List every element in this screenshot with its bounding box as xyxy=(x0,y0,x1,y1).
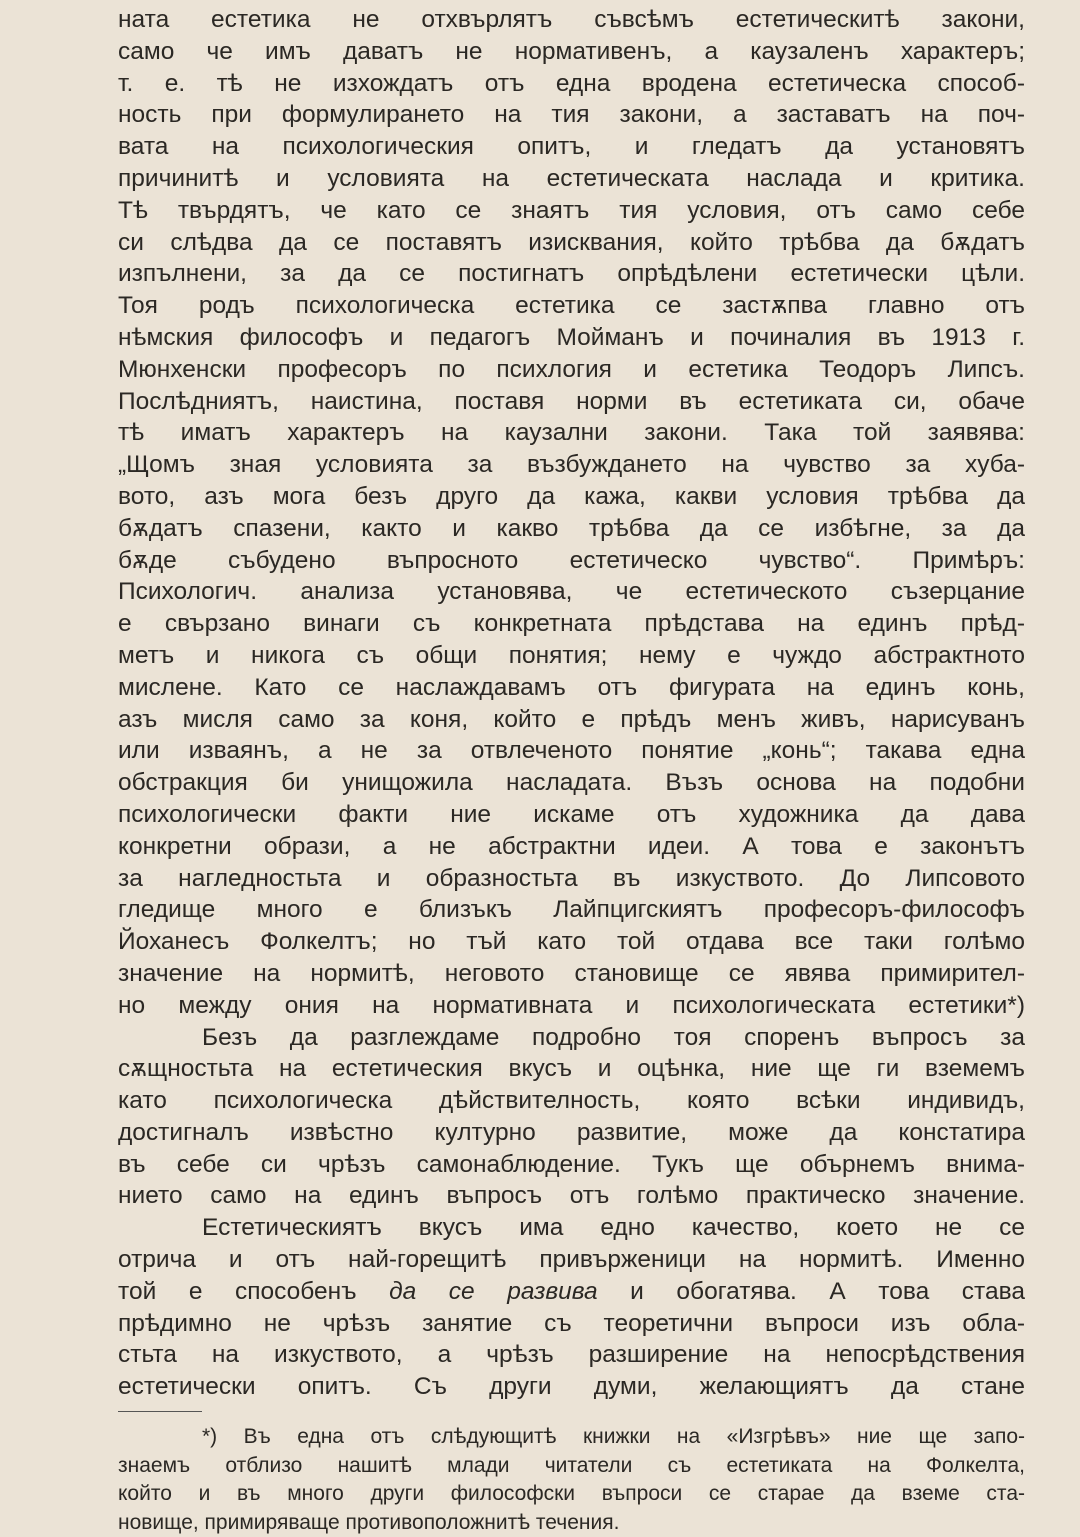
text-line: нѣмския философъ и педагогъ Мойманъ и починалия въ 1913 г. xyxy=(118,322,1025,354)
text-line: отрича и отъ най-горещитѣ привърженици на нормитѣ. Именно xyxy=(118,1244,1025,1276)
text-line: стьта на изкуството, а чрѣзъ разширение на непосрѣдствения xyxy=(118,1339,1025,1371)
text-line: вото, азъ мога безъ друго да кажа, какви условия трѣбва да xyxy=(118,481,1025,513)
text-line: Естетическиятъ вкусъ има едно качество, което не се xyxy=(118,1212,1025,1244)
text-line: естетически опитъ. Съ други думи, желающиятъ да стане xyxy=(118,1371,1025,1403)
italic-emphasis: да се развива xyxy=(389,1278,598,1305)
text-line: е свързано винаги съ конкретната прѣдстава на единъ прѣд- xyxy=(118,608,1025,640)
text-line: ность при формулирането на тия закони, а заставатъ на поч- xyxy=(118,99,1025,131)
text-line: т. е. тѣ не изхождатъ отъ една вродена естетическа способ- xyxy=(118,68,1025,100)
text-segment: и обогатява. А това става xyxy=(598,1278,1025,1305)
footnote-line: *) Въ една отъ слѣдующитѣ книжки на «Изгрѣвъ» ние ще запо- xyxy=(118,1423,1025,1452)
text-line: мислене. Като се наслаждавамъ отъ фигурата на единъ конь, xyxy=(118,672,1025,704)
text-line: конкретни образи, а не абстрактни идеи. А това е законътъ xyxy=(118,831,1025,863)
text-line: само че имъ даватъ не нормативенъ, а каузаленъ характеръ; xyxy=(118,36,1025,68)
text-line: Тѣ твърдятъ, че като се знаятъ тия условия, отъ само себе xyxy=(118,195,1025,227)
text-line: тѣ иматъ характеръ на каузални закони. Така той заявява: xyxy=(118,417,1025,449)
text-line: причинитѣ и условията на естетическата наслада и критика. xyxy=(118,163,1025,195)
text-line: Йоханесъ Фолкелтъ; но тъй като той отдава все таки голѣмо xyxy=(118,926,1025,958)
text-line: психологически факти ние искаме отъ художника да дава xyxy=(118,799,1025,831)
text-line: обстракция би унищожила насладата. Възъ основа на подобни xyxy=(118,767,1025,799)
text-line: гледище много е близъкъ Лайпцигскиятъ професоръ-философъ xyxy=(118,894,1025,926)
text-line: изпълнени, за да се постигнатъ опрѣдѣлени естетически цѣли. xyxy=(118,258,1025,290)
text-line: азъ мисля само за коня, който е прѣдъ менъ живъ, нарисуванъ xyxy=(118,704,1025,736)
text-line: прѣдимно не чрѣзъ занятие съ теоретични въпроси изъ обла- xyxy=(118,1308,1025,1340)
footnote-line: новище, примиряваще противоположнитѣ течения. xyxy=(118,1509,1025,1537)
text-line: Тоя родъ психологическа естетика се застѫпва главно отъ xyxy=(118,290,1025,322)
footnote xyxy=(118,1423,1025,1537)
text-line: метъ и никога съ общи понятия; нему е чуждо абстрактното xyxy=(118,640,1025,672)
text-line: достигналъ извѣстно културно развитие, може да констатира xyxy=(118,1117,1025,1149)
text-line: Безъ да разглеждаме подробно тоя споренъ въпросъ за xyxy=(118,1022,1025,1054)
footnote-line: който и въ много други философски въпроси се старае да вземе ста- xyxy=(118,1480,1025,1509)
text-line: сѫщностьта на естетическия вкусъ и оцѣнка, ние ще ги вземемъ xyxy=(118,1053,1025,1085)
text-line: си слѣдва да се поставятъ изисквания, който трѣбва да бѫдатъ xyxy=(118,227,1025,259)
text-line: или изваянъ, а не за отвлеченото понятие „конь“; такава една xyxy=(118,735,1025,767)
text-line: въ себе си чрѣзъ самонаблюдение. Тукъ ще обърнемъ внима- xyxy=(118,1149,1025,1181)
text-line: Послѣдниятъ, наистина, поставя норми въ естетиката си, обаче xyxy=(118,386,1025,418)
text-line: но между ония на нормативната и психологическата естетики*) xyxy=(118,990,1025,1022)
text-line: бѫде събудено въпросното естетическо чувство“. Примѣръ: xyxy=(118,545,1025,577)
text-line: значение на нормитѣ, неговото становище се явява примирител- xyxy=(118,958,1025,990)
footnote-line: знаемъ отблизо нашитѣ млади читатели съ естетиката на Фолкелта, xyxy=(118,1452,1025,1481)
text-line: нието само на единъ въпросъ отъ голѣмо практическо значение. xyxy=(118,1180,1025,1212)
text-line: бѫдатъ спазени, както и какво трѣбва да се избѣгне, за да xyxy=(118,513,1025,545)
text-line: Мюнхенски професоръ по психлогия и естетика Теодоръ Липсъ. xyxy=(118,354,1025,386)
text-line: „Щомъ зная условията за възбуждането на чувство за хуба- xyxy=(118,449,1025,481)
text-line: за нагледностьта и образностьта въ изкуството. До Липсовото xyxy=(118,863,1025,895)
text-line xyxy=(118,1276,1025,1308)
text-line: като психологическа дѣйствителность, която всѣки индивидъ, xyxy=(118,1085,1025,1117)
body-text xyxy=(118,4,1025,1403)
footnote-divider xyxy=(118,1411,202,1412)
text-segment: той е способенъ xyxy=(118,1278,389,1305)
text-line: вата на психологическия опитъ, и гледатъ да установятъ xyxy=(118,131,1025,163)
text-line: Психологич. анализа установява, че естетическото съзерцание xyxy=(118,576,1025,608)
text-line: ната естетика не отхвърлятъ съвсѣмъ естетическитѣ закони, xyxy=(118,4,1025,36)
